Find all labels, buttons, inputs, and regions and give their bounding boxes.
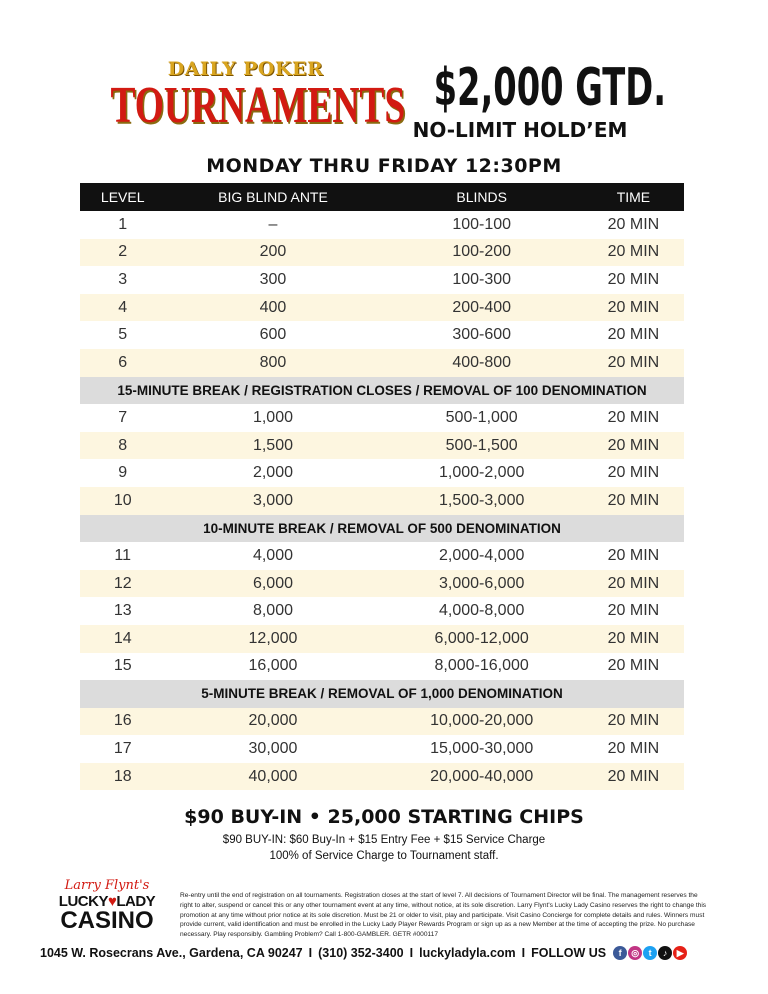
cell-ante: 400 [165, 294, 380, 322]
cell-ante: 800 [165, 349, 380, 377]
guarantee-amount: $2,000 GTD. [433, 58, 667, 118]
cell-level: 11 [114, 546, 132, 564]
logo-lucky: LUCKY [58, 893, 108, 910]
cell-level: 5 [118, 326, 128, 344]
blind-structure-table [80, 183, 684, 790]
cell-ante: 3,000 [165, 487, 380, 515]
cell-time: 20 MIN [607, 602, 660, 620]
table-row [80, 597, 684, 625]
cell-ante: 8,000 [252, 602, 293, 620]
break-text: 5-MINUTE BREAK / REMOVAL OF 1,000 DENOMINATION [80, 680, 684, 708]
cell-level: 3 [118, 270, 128, 288]
table-row [80, 735, 684, 763]
cell-time: 20 MIN [583, 487, 684, 515]
buyin-details [0, 832, 768, 864]
cell-level: 4 [80, 294, 165, 322]
cell-ante: 1,000 [252, 408, 293, 426]
cell-time: 20 MIN [607, 464, 660, 482]
cell-time: 20 MIN [583, 239, 684, 267]
cell-level: 6 [80, 349, 165, 377]
cell-time: 20 MIN [607, 740, 660, 758]
cell-blinds: 20,000-40,000 [381, 763, 583, 791]
cell-time: 20 MIN [583, 349, 684, 377]
cell-level: 16 [80, 708, 165, 736]
cell-ante: 1,500 [165, 432, 380, 460]
cell-blinds: 4,000-8,000 [438, 602, 525, 620]
column-header: LEVEL [80, 183, 165, 211]
table-row [80, 570, 684, 598]
instagram-icon[interactable]: ◎ [628, 946, 642, 960]
cell-ante: – [268, 215, 278, 233]
schedule-heading: MONDAY THRU FRIDAY 12:30PM [206, 155, 562, 177]
footer [40, 945, 740, 960]
tiktok-icon[interactable]: ♪ [658, 946, 672, 960]
cell-level: 13 [113, 602, 132, 620]
logo-script: Larry Flynt's [64, 878, 150, 893]
cell-ante: 2,000 [252, 464, 293, 482]
cell-level: 12 [80, 570, 165, 598]
cell-level: 1 [118, 215, 128, 233]
cell-blinds: 200-400 [381, 294, 583, 322]
table-row [80, 294, 684, 322]
logo-lady: LADY [116, 893, 156, 910]
cell-time: 20 MIN [607, 546, 660, 564]
cell-time: 20 MIN [583, 708, 684, 736]
column-header: BLINDS [381, 183, 583, 211]
break-row [80, 377, 684, 405]
cell-blinds: 15,000-30,000 [430, 740, 534, 758]
lucky-lady-casino-logo [48, 878, 166, 932]
cell-level: 10 [80, 487, 165, 515]
cell-level: 15 [113, 657, 132, 675]
cell-blinds: 400-800 [381, 349, 583, 377]
heart-icon: ♥ [107, 893, 117, 910]
follow-us-label: FOLLOW US [531, 945, 607, 960]
table-row [80, 349, 684, 377]
fine-print: Re-entry until the end of registration on all tournaments. Registration closes at the start of level 7. All decisions of Tournament Director will be final. The management reserves the right to alter, suspend or cancel this or any other tournament event at any time, without notice, at its sole discretion. Larry Flynt's Lucky Lady Casino reserves the right to change this promotion at any time without prior notice at its sole discretion. Must be 21 or older to visit, play and participate. Visit Casino Concierge for complete details and rules. Winners must provide current, valid identification and must be enrolled in the Lucky Lady Player Rewards Program or sign up as a new Member at the time of accepting the prize. No purchase necessary. Play responsibly. Gambling Problem? Call 1-800-GAMBLER. GETR #000117 [180, 892, 707, 939]
cell-ante: 30,000 [248, 740, 298, 758]
cell-blinds: 500-1,000 [445, 408, 518, 426]
column-header: TIME [583, 183, 684, 211]
youtube-icon[interactable]: ▶ [673, 946, 687, 960]
cell-time: 20 MIN [583, 294, 684, 322]
cell-time: 20 MIN [607, 215, 660, 233]
table-row [80, 625, 684, 653]
cell-ante: 200 [165, 239, 380, 267]
cell-level: 9 [118, 464, 128, 482]
cell-ante: 300 [259, 270, 287, 288]
logo-main-text: TOURNAMENTS [110, 77, 406, 134]
cell-time: 20 MIN [607, 270, 660, 288]
cell-time: 20 MIN [607, 326, 660, 344]
cell-blinds: 300-600 [452, 326, 512, 344]
cell-blinds: 3,000-6,000 [381, 570, 583, 598]
table-row [80, 542, 684, 570]
cell-time: 20 MIN [583, 763, 684, 791]
cell-level: 2 [80, 239, 165, 267]
break-row [80, 680, 684, 708]
table-row [80, 653, 684, 681]
cell-time: 20 MIN [607, 657, 660, 675]
cell-time: 20 MIN [583, 570, 684, 598]
table-row [80, 459, 684, 487]
break-text: 15-MINUTE BREAK / REGISTRATION CLOSES / REMOVAL OF 100 DENOMINATION [80, 377, 684, 405]
cell-level: 8 [80, 432, 165, 460]
phone: (310) 352-3400 [318, 945, 404, 960]
cell-ante: 4,000 [252, 546, 293, 564]
separator: I [521, 945, 526, 960]
table-row [80, 321, 684, 349]
cell-time: 20 MIN [607, 408, 660, 426]
cell-ante: 16,000 [248, 657, 298, 675]
guarantee-block [400, 58, 667, 142]
cell-time: 20 MIN [583, 625, 684, 653]
cell-ante: 40,000 [165, 763, 380, 791]
cell-level: 7 [118, 408, 128, 426]
separator: I [308, 945, 313, 960]
buyin-breakdown: $90 BUY-IN: $60 Buy-In + $15 Entry Fee + $15 Service Charge [222, 834, 546, 846]
facebook-icon[interactable]: f [613, 946, 627, 960]
social-icons [612, 945, 687, 960]
cell-blinds: 500-1,500 [381, 432, 583, 460]
cell-blinds: 100-100 [452, 215, 512, 233]
table-row [80, 708, 684, 736]
table-row [80, 763, 684, 791]
cell-ante: 600 [259, 326, 287, 344]
cell-blinds: 100-300 [452, 270, 512, 288]
daily-poker-tournaments-logo [110, 58, 406, 134]
break-row [80, 515, 684, 543]
cell-ante: 6,000 [165, 570, 380, 598]
cell-ante: 20,000 [165, 708, 380, 736]
table-row [80, 239, 684, 267]
cell-level: 17 [113, 740, 132, 758]
column-header: BIG BLIND ANTE [165, 183, 380, 211]
buyin-headline: $90 BUY-IN • 25,000 STARTING CHIPS [184, 806, 584, 828]
table-row [80, 432, 684, 460]
table-row [80, 487, 684, 515]
address: 1045 W. Rosecrans Ave., Gardena, CA 90247 [40, 945, 303, 960]
twitter-icon[interactable]: t [643, 946, 657, 960]
cell-time: 20 MIN [583, 432, 684, 460]
cell-blinds: 10,000-20,000 [381, 708, 583, 736]
table-row [80, 211, 684, 239]
cell-level: 14 [80, 625, 165, 653]
service-charge-note: 100% of Service Charge to Tournament staff. [269, 850, 499, 862]
break-text: 10-MINUTE BREAK / REMOVAL OF 500 DENOMINATION [80, 515, 684, 543]
cell-blinds: 8,000-16,000 [434, 657, 529, 675]
website-link[interactable]: luckyladyla.com [419, 945, 516, 960]
cell-blinds: 1,500-3,000 [381, 487, 583, 515]
cell-ante: 12,000 [165, 625, 380, 653]
logo-casino: CASINO [60, 907, 154, 934]
logo-top-text: DAILY POKER [167, 58, 324, 80]
table-row [80, 266, 684, 294]
cell-blinds: 100-200 [381, 239, 583, 267]
separator: I [409, 945, 414, 960]
cell-blinds: 2,000-4,000 [438, 546, 525, 564]
cell-level: 18 [80, 763, 165, 791]
cell-blinds: 1,000-2,000 [438, 464, 525, 482]
cell-blinds: 6,000-12,000 [381, 625, 583, 653]
game-type: NO-LIMIT HOLD’EM [412, 118, 628, 142]
table-row [80, 404, 684, 432]
